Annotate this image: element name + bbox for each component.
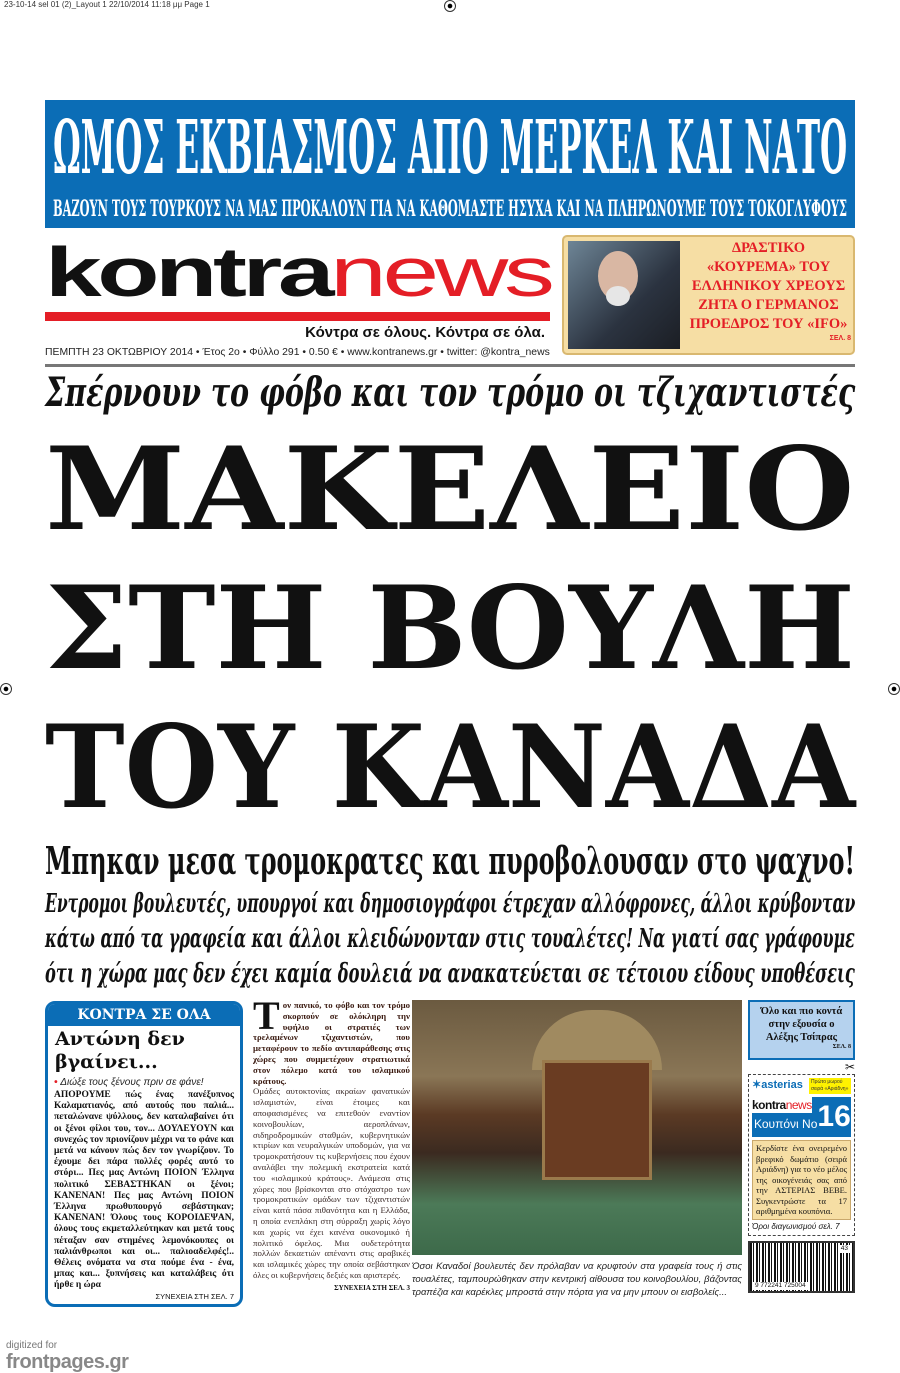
dateline: ΠΕΜΠΤΗ 23 ΟΚΤΩΒΡΙΟΥ 2014 • Έτος 2ο • Φύλλο 291 • 0.50 € • www.kontranews.gr • twitter: @kontra_news [45,346,550,358]
page-ref: ΣΕΛ. 8 [832,1044,851,1050]
barcode [748,1241,855,1293]
deck-line: Εντρομοι βουλευτές, υπουργοί και δημοσιογράφοι έτρεχαν αλλόφρονες, άλλοι κρύβονταν [45,889,856,919]
issue-code: 43 [840,1244,848,1252]
print-slug: 23-10-14 sel 01 (2)_Layout 1 22/10/2014 11:18 μμ Page 1 [4,0,210,9]
bullet-icon: • [54,1077,61,1088]
headline-line-3: ΤΟΥ ΚΑΝΑΔΑ [45,700,856,834]
continued-ref: ΣΥΝΕΧΕΙΑ ΣΤΗ ΣΕΛ. 3 [334,1283,410,1292]
barcode-number: 9 772241 725004 [755,1281,806,1289]
coupon [748,1074,855,1236]
scissors-icon: ✂ [844,1060,855,1074]
registration-mark-icon [0,683,12,695]
column-body: ΑΠΟΡΟΥΜΕ πώς ένας πανέξυπνος Καλαματιανός, από αυτούς που παλιά... πεταλώνανε ψύλλους, δεν καταλαβαίνει ότι οι ξένοι φίλοι του, τον... ΔΟΥΛΕΥΟΥΝ και συνεχώς τον πριονίζουν μέχρι να το φάνε και μετά να κάνουν πώς δεν τον γνωρίζουν. Το έχουμε δει πάρα πολλές φορές αυτό το στόρι... Πες μας Αντώνη ΠΟΙΟΝ Έλληνα πολιτικό ΣΕΒΑΣΤΗΚΑΝ οι ξένοι; ΚΑΝΕΝΑΝ! Πες μας Αντώνη ΠΟΙΟΝ Έλληνα πρωθυπουργό σεβάστηκαν; ΚΑΝΕΝΑΝ! Όλους τους ΚΟΡΟΙΔΕΨΑΝ, όλους τους εκμεταλλεύτηκαν και μετά τους πέταξαν σαν στημένες λεμονόκουπες οι παλιάνθρωποι και οι... παλιοαδελφές!.. Θέλεις ονόματα να στα πούμε ένα - ένα, μπας και... ξυπνήσεις και καταλάβεις ότι ήρθε η ώρα [54,1090,234,1291]
headline-line-2: ΣΤΗ ΒΟΥΛΗ [45,561,856,695]
teaser-box [562,235,855,355]
continued-ref: ΣΥΝΕΧΕΙΑ ΣΤΗ ΣΕΛ. 7 [155,1291,234,1301]
subhead: Μπηκαν μεσα τρομοκρατες και πυροβολουσαν στο ψαχνο! [45,838,856,883]
divider [45,364,855,367]
sponsor-note: Πρώτο μωρού σειρά «Αριάδνη» [809,1078,851,1094]
deck-line: κάτω από τα γραφεία και άλλοι κλειδώνονταν στις τουαλέτες! Να γιατί σας γράφουμε [45,924,855,954]
lead-article [253,993,410,1293]
watermark-line1: digitized for [6,1340,58,1351]
column-header: ΚΟΝΤΡΑ ΣΕ ΟΛΑ [48,1004,240,1026]
tsipras-teaser: Όλο και πιο κοντά στην εξουσία ο Αλέξης Τσίπρας ΣΕΛ. 8 [748,1000,855,1060]
coupon-label: Κουπόνι Νο [754,1117,818,1131]
logo-underline [45,312,550,321]
tagline: Κόντρα σε όλους. Κόντρα σε όλα. [305,324,545,341]
kicker: Σπέρνουν το φόβο και τον τρόμο οι τζιχαντιστές [45,369,856,416]
watermark-line2: frontpages.gr [6,1351,129,1373]
dropcap: Τ [253,993,280,1038]
coupon-text: Κερδίστε ένα ονειρεμένο βρεφικό δωμάτιο (σειρά Αριάδνη) για το νέο μέλος της οικογένειάς σας από την ΑΣΤΕΡΙΑΣ ΒΕΒΕ. Συγκεντρώστε τα 17 αριθμημένα κουπόνια. [752,1140,851,1220]
parliament-photo [412,1000,742,1255]
coupon-number: 16 [817,1100,851,1133]
teaser-text: ΔΡΑΣΤΙΚΟ «ΚΟΥΡΕΜΑ» ΤΟΥ ΕΛΛΗΝΙΚΟΥ ΧΡΕΟΥΣ ΖΗΤΑ Ο ΓΕΡΜΑΝΟΣ ΠΡΟΕΔΡΟΣ ΤΟΥ «IFO» [689,240,848,332]
portrait-photo [568,241,680,349]
masthead-logo: kontranews [45,233,551,311]
opinion-column [45,1001,243,1307]
registration-mark-icon [888,683,900,695]
registration-mark-icon [444,0,456,12]
deck-line: ότι η χώρα μας δεν έχει καμία δουλειά να ανακατεύεται σε τέτοιου είδους υποθέσεις [45,959,855,989]
coupon-terms: Όροι διαγωνισμού σελ. 7 [752,1221,840,1231]
article-intro: ον πανικό, το φόβο και τον τρόμο σκορπούν σε ολόκληρη την υφήλιο οι στρατιές των τρελαμένων τζιχαντιστών, που μεταφέρουν το πεδίο αντιπαράθεσης στις χώρες που συμμετέχουν στρατιωτικά στον πόλεμο κατά του ισλαμικού κράτους. [253,1000,410,1086]
banner-subheadline: ΒΑΖΟΥΝ ΤΟΥΣ ΤΟΥΡΚΟΥΣ ΝΑ ΜΑΣ ΠΡΟΚΑΛΟΥΝ ΓΙΑ ΝΑ ΚΑΘΟΜΑΣΤΕ ΗΣΥΧΑ ΚΑΙ ΝΑ ΠΛΗΡΩΝΟΥΜΕ ΤΟΥΣ ΤΟΚΟΓΛΥΦΟΥΣ [53,196,848,222]
article-body: Ομάδες αυτοκτονίας ακραίων φανατικών ισλαμιστών, είναι έτοιμες και αποφασισμένες να επιτεθούν εναντίον κοινοβουλίων, αεροπλάνων, σιδηροδρομικών σταθμών, κυβερνητικών κτιρίων και νευραλγικών υποδομών, για να τρομοκρατήσουν τις κυβερνήσεις που έχουν αναλάβει την πολεμική εκστρατεία κατά του «ισλαμικού κράτους». Ανάμεσα στις χώρες που βρίσκονται στο στόχαστρο των τρομοκρατικών ομάδων των τζιχαντιστών είναι κατά πάσα πιθανότητα και η Ελλάδα, η οποία ενεπλάκη στη σύρραξη χωρίς λόγο και χωρίς να έχει κανένα οικονομικό ή πολιτικό όφελος. Μια ουδετερότητα πολλών δεκαετιών απέναντι στις αραβικές και ισλαμικές χώρες την οποία σεβάστηκαν όλες οι κυβερνήσεις δεξιές και αριστερές. [253,1086,410,1280]
photo-caption: Όσοι Καναδοί βουλευτές δεν πρόλαβαν να κρυφτούν στα γραφεία τους ή στις τουαλέτες, ταμπουρώθηκαν στην κεντρική αίθουσα του κοινοβουλίου, βάζοντας τραπέζια και καρέκλες μπροστά στην πόρτα για να μην μπουν οι εισβολείς... [412,1261,742,1298]
banner-headline: ΩΜΟΣ ΕΚΒΙΑΣΜΟΣ ΑΠΟ ΜΕΡΚΕΛ ΚΑΙ ΝΑΤΟ [53,105,848,191]
page-ref: ΣΕΛ. 8 [829,335,851,342]
column-title: Αντώνη δεν βγαίνει... [55,1028,185,1073]
sponsor-logo: ✶asterias Πρώτο μωρού σειρά «Αριάδνη» [752,1078,851,1094]
top-banner [45,100,855,228]
star-icon: ✶ [752,1079,762,1091]
coupon-header: kontranews Κουπόνι Νο 16 [752,1097,851,1137]
column-lead: Διώξε τους ξένους πριν σε φάνε! [60,1077,204,1088]
headline-line-1: ΜΑΚΕΛΕΙΟ [45,422,855,556]
